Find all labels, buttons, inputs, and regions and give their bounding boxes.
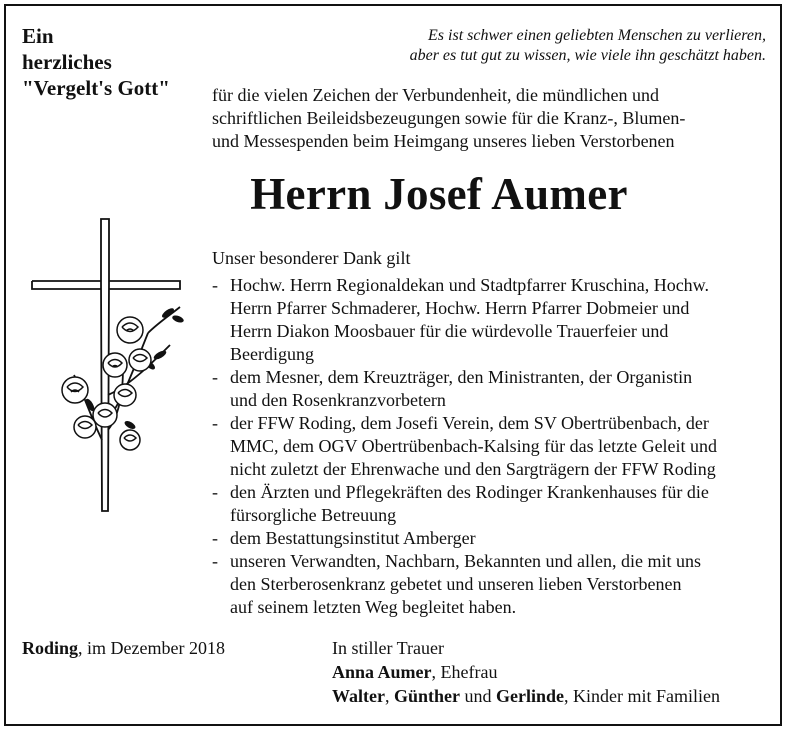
list-dash: -	[212, 551, 218, 571]
conjunction: und	[460, 686, 496, 706]
list-line: nicht zuletzt der Ehrenwache und den Sargträgern der FFW Roding	[230, 459, 716, 479]
thanks-section	[212, 247, 717, 619]
list-line: Beerdigung	[230, 344, 314, 364]
child-name: Günther	[393, 686, 460, 706]
place-date	[22, 636, 225, 660]
child-name: Gerlinde	[496, 686, 564, 706]
list-item	[212, 527, 717, 550]
list-line: Herrn Pfarrer Schmaderer, Hochw. Herrn Pfarrer Dobmeier und	[230, 298, 690, 318]
list-item	[212, 274, 717, 366]
quote-line: aber es tut gut zu wissen, wie viele ihn geschätzt haben.	[409, 47, 766, 64]
list-dash: -	[212, 528, 218, 548]
list-line: und den Rosenkranzvorbetern	[230, 390, 446, 410]
list-line: dem Bestattungsinstitut Amberger	[230, 528, 476, 548]
widow-name: Anna Aumer	[332, 662, 432, 682]
list-line: MMC, dem OGV Obertrübenbach-Kalsing für das letzte Geleit und	[230, 436, 718, 456]
list-line: Hochw. Herrn Regionaldekan und Stadtpfarrer Kruschina, Hochw.	[230, 275, 710, 295]
list-line: fürsorgliche Betreuung	[230, 505, 397, 525]
date-text: , im Dezember 2018	[78, 638, 225, 658]
greeting-line: "Vergelt's Gott"	[22, 76, 170, 100]
quote	[410, 26, 766, 66]
list-line: Herrn Diakon Moosbauer für die würdevolle Trauerfeier und	[230, 321, 669, 341]
greeting-line: herzliches	[22, 50, 112, 74]
cross-drawing	[30, 215, 190, 515]
list-line: der FFW Roding, dem Josefi Verein, dem SV Obertrübenbach, der	[230, 413, 709, 433]
intro-line: schriftlichen Beileidsbezeugungen sowie für die Kranz-, Blumen-	[212, 108, 686, 128]
list-line: den Sterberosenkranz gebetet und unseren lieben Verstorbenen	[230, 574, 682, 594]
list-line: auf seinem letzten Weg begleitet haben.	[230, 597, 517, 617]
list-item	[212, 366, 717, 412]
cross-with-roses-icon	[30, 215, 190, 515]
separator: ,	[384, 686, 394, 706]
list-item	[212, 481, 717, 527]
mourning-label: In stiller Trauer	[332, 638, 444, 658]
list-item	[212, 412, 717, 481]
intro-text	[212, 84, 685, 153]
intro-line: und Messespenden beim Heimgang unseres lieben Verstorbenen	[212, 131, 675, 151]
list-dash: -	[212, 367, 218, 387]
list-line: unseren Verwandten, Nachbarn, Bekannten und allen, die mit uns	[230, 551, 702, 571]
list-item	[212, 550, 717, 619]
list-dash: -	[212, 413, 218, 433]
children-relation: , Kinder mit Familien	[564, 686, 720, 706]
deceased-name: Herrn Josef Aumer	[250, 169, 628, 219]
place: Roding	[22, 638, 79, 658]
signatures	[332, 636, 720, 708]
list-line: den Ärzten und Pflegekräften des Rodinger Krankenhauses für die	[230, 482, 709, 502]
greeting-line: Ein	[22, 24, 54, 48]
intro-line: für die vielen Zeichen der Verbundenheit, die mündlichen und	[212, 85, 660, 105]
thanks-lead: Unser besonderer Dank gilt	[212, 248, 411, 268]
widow-relation: , Ehefrau	[431, 662, 498, 682]
list-dash: -	[212, 482, 218, 502]
children-line	[332, 684, 720, 708]
greeting-heading	[22, 23, 170, 101]
list-dash: -	[212, 275, 218, 295]
thanks-list	[212, 274, 717, 619]
child-name: Walter	[332, 686, 385, 706]
widow-line	[332, 660, 720, 684]
list-line: dem Mesner, dem Kreuzträger, den Ministranten, der Organistin	[230, 367, 693, 387]
quote-line: Es ist schwer einen geliebten Menschen zu verlieren,	[428, 27, 766, 44]
